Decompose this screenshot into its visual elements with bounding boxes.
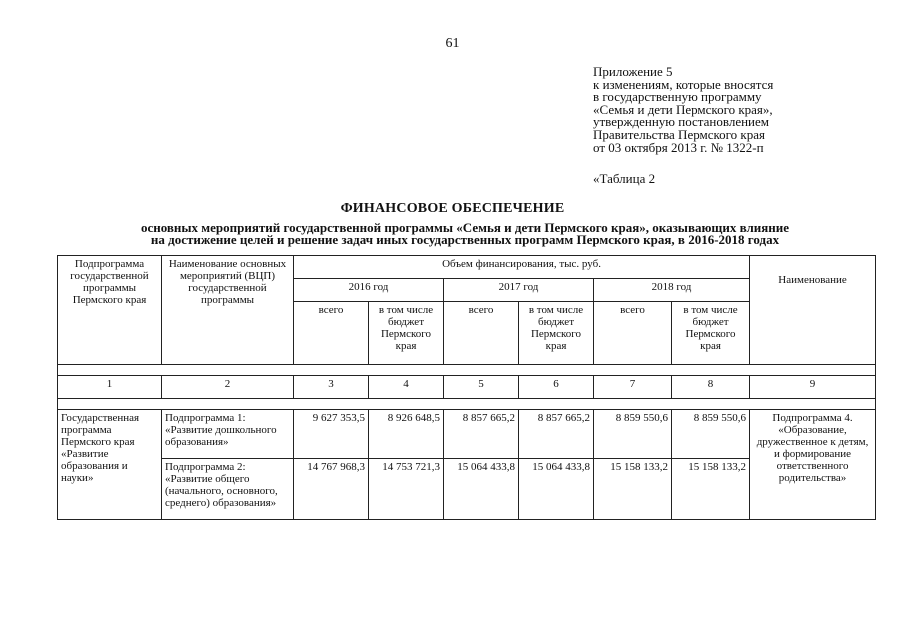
value-cell: 15 158 133,2 <box>672 459 750 520</box>
appendix-line: от 03 октября 2013 г. № 1322-п <box>593 139 764 155</box>
value-cell: 14 753 721,3 <box>369 459 444 520</box>
subtitle-line: на достижение целей и решение задач иных государственных программ Пермского края, в 2016-2018 годах <box>150 232 780 247</box>
activity-cell: Подпрограмма 2: «Развитие общего (начального, основного, среднего) образования» <box>162 459 294 520</box>
column-number: 1 <box>58 376 162 399</box>
document-title: ФИНАНСОВОЕ ОБЕСПЕЧЕНИЕ <box>340 201 565 216</box>
value-cell: 8 857 665,2 <box>444 410 519 459</box>
header-incl-budget: в том числе бюджет Пермского края <box>672 302 750 365</box>
column-number: 8 <box>672 376 750 399</box>
header-name: Наименование <box>750 256 876 365</box>
name-cell: Подпрограмма 4. «Образование, дружественное к детям, и формирование ответственного родительства» <box>750 410 876 520</box>
value-cell: 15 064 433,8 <box>519 459 594 520</box>
financing-table <box>57 255 876 520</box>
appendix-line: Правительства Пермского края <box>593 126 765 142</box>
header-total: всего <box>294 302 369 365</box>
column-number: 5 <box>444 376 519 399</box>
header-year-2016: 2016 год <box>294 279 444 302</box>
header-incl-budget: в том числе бюджет Пермского края <box>369 302 444 365</box>
group-cell: Государственная программа Пермского края «Развитие образования и науки» <box>58 410 162 520</box>
header-total: всего <box>444 302 519 365</box>
value-cell: 8 859 550,6 <box>594 410 672 459</box>
column-number: 4 <box>369 376 444 399</box>
header-activity: Наименование основных мероприятий (ВЦП) государственной программы <box>162 256 294 365</box>
table-label: «Таблица 2 <box>593 171 656 186</box>
value-cell: 15 064 433,8 <box>444 459 519 520</box>
appendix-line: утвержденную постановлением <box>593 114 770 130</box>
value-cell: 8 857 665,2 <box>519 410 594 459</box>
column-number: 2 <box>162 376 294 399</box>
column-number: 6 <box>519 376 594 399</box>
column-number: 3 <box>294 376 369 399</box>
header-total: всего <box>594 302 672 365</box>
column-number: 9 <box>750 376 876 399</box>
appendix-line: Приложение 5 <box>593 64 673 79</box>
column-number: 7 <box>594 376 672 399</box>
subtitle-line: основных мероприятий государственной программы «Семья и дети Пермского края», оказывающих влияние <box>140 220 790 235</box>
value-cell: 8 926 648,5 <box>369 410 444 459</box>
page-number: 61 <box>445 36 460 51</box>
header-year-2017: 2017 год <box>444 279 594 302</box>
table-row <box>58 410 876 459</box>
value-cell: 9 627 353,5 <box>294 410 369 459</box>
header-year-2018: 2018 год <box>594 279 750 302</box>
header-subprogram: Подпрограмма государственной программы Пермского края <box>58 256 162 365</box>
header-funding: Объем финансирования, тыс. руб. <box>294 256 750 279</box>
value-cell: 14 767 968,3 <box>294 459 369 520</box>
value-cell: 15 158 133,2 <box>594 459 672 520</box>
appendix-line: к изменениям, которые вносятся <box>593 76 774 92</box>
appendix-line: в государственную программу <box>593 89 762 105</box>
activity-cell: Подпрограмма 1: «Развитие дошкольного образования» <box>162 410 294 459</box>
appendix-block <box>593 66 773 154</box>
value-cell: 8 859 550,6 <box>672 410 750 459</box>
header-incl-budget: в том числе бюджет Пермского края <box>519 302 594 365</box>
appendix-line: «Семья и дети Пермского края», <box>593 101 773 117</box>
document-subtitle <box>70 222 860 246</box>
